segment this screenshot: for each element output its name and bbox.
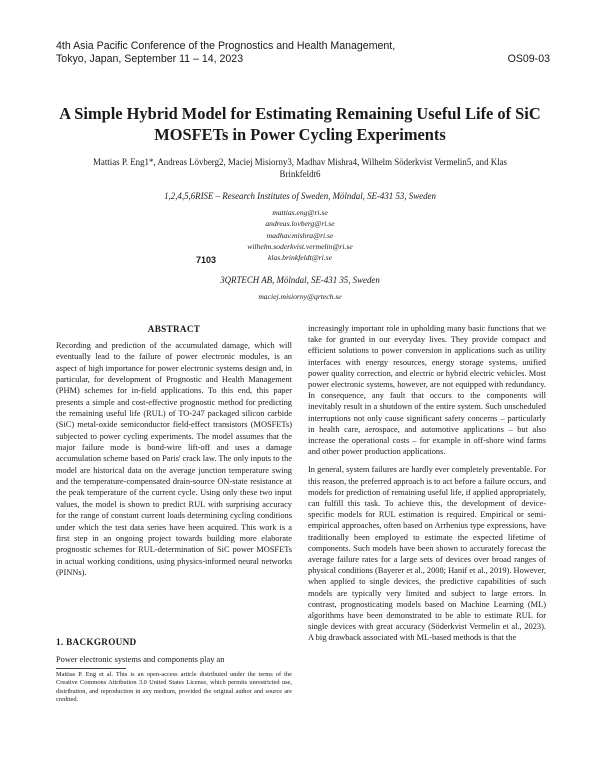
title-line-1: A Simple Hybrid Model for Estimating Remaining Useful Life of SiC — [59, 104, 541, 123]
stray-number: 7103 — [196, 255, 217, 265]
background-heading: 1. BACKGROUND — [56, 637, 137, 647]
email-mishra: madhav.mishra@ri.se — [266, 230, 334, 240]
email-soderkvist-vermelin: wilhelm.soderkvist.vermelin@ri.se — [247, 241, 353, 251]
background-first-line: Power electronic systems and components play an — [56, 655, 225, 664]
paper-title — [40, 103, 560, 145]
background-paragraph-1: increasingly important role in upholding many basic functions that we take for granted in our everyday lives. They provide compact and efficient solutions to power conversion in applications such as utility interfaces with energy resources, energy storage systems, unified power quality correction, and electric or hybrid electric vehicles. Most power electronic systems, however, are not equipped with redundancy. In consequence, any fault that occurs to the components will inevitably result in a shutdown of the entire system. Such unscheduled interruptions not only cause significant safety concerns – particularly in health care, aerospace, and automotive applications – but also increase the operational costs – for example in off-shore wind farms and other power production applications. — [308, 324, 546, 457]
author-list — [62, 156, 538, 180]
authors-line-1: Mattias P. Eng1*, Andreas Lövberg2, Maciej Misiorny3, Madhav Mishra4, Wilhelm Söderkvist Vermelin5, and Klas — [93, 157, 507, 167]
email-eng: mattias.eng@ri.se — [272, 208, 328, 217]
affiliation-rise-emails — [60, 207, 540, 263]
affiliation-rise: 1,2,4,5,6RISE – Research Institutes of Sweden, Mölndal, SE-431 53, Sweden — [164, 191, 436, 201]
title-line-2: MOSFETs in Power Cycling Experiments — [154, 125, 446, 144]
conference-name: 4th Asia Pacific Conference of the Prognostics and Health Management, — [56, 40, 396, 52]
abstract-heading: ABSTRACT — [147, 324, 201, 334]
page-header — [56, 40, 550, 66]
paper-code: OS09-03 — [507, 53, 550, 65]
right-column — [308, 323, 546, 651]
email-misiorny: maciej.misiorny@qrtech.se — [258, 292, 342, 301]
authors-line-2: Brinkfeldt6 — [279, 169, 321, 179]
email-brinkfeldt: klas.brinkfeldt@ri.se — [268, 253, 332, 263]
affiliation-qrtech: 3QRTECH AB, Mölndal, SE-431 35, Sweden — [220, 275, 380, 285]
license-footnote: Mattias P. Eng et al. This is an open-access article distributed under the terms of the Creative Commons Attribution 3.0 United States License, which permits unrestricted use, distribution, and reproduction in any medium, provided the original author and source are credited. — [56, 671, 292, 704]
background-paragraph-2: In general, system failures are hardly ever completely preventable. For this reason, the preferred approach is to act before a failure occurs, and models for prediction of remaining useful life, if applied appropriately, can fulfill this task. To achieve this, the development of device-specific models for RUL estimation is required. Empirical or semi-empirical approaches, often based on Arrhenius type expressions, have traditionally been employed to estimate the expected lifetime of components. Such models have been shown to accurately forecast the average failure rates for a large sets of devices over broad ranges of physical conditions (Bayerer et al., 2008; Hanif et al., 2019). However, when applied to single devices, the predictive capabilities of such models are typically very limited and subject to large errors. In contrast, prognosticating models based on Machine Learning (ML) algorithms have been demonstrated to be able to estimate RUL for single devices with great accuracy (Söderkvist Vermelin et al., 2023). A big drawback associated with ML-based methods is that the — [308, 465, 546, 643]
email-lovberg: andreas.lovberg@ri.se — [265, 219, 335, 229]
abstract-text: Recording and prediction of the accumulated damage, which will eventually lead to the failure of power electronic modules, is an aspect of high importance for power electronic systems design and, in particular, for development of Prognostic and Health Management (PHM) schemes for in-field applications. To this end, this paper presents a simple and cost-effective prognostic method for predicting the remaining useful life (RUL) of TO-247 packaged silicon carbide (SiC) metal-oxide semiconductor field-effect transistors (MOSFETs) subjected to power cycling experiments. The model assumes that the major failure mode is bond-wire lift-off and uses a damage accumulation scheme based on Paris' crack law. The only inputs to the model are historical data on the average junction temperature swing and the temperature-compensated drain-source ON-state resistance at the peak temperature of the current cycle. Using only these two input values, the model is shown to predict RUL with surprising accuracy for the range of constant current loads determining cycling conditions under which the test data series have been acquired. This work is a first step in an ongoing project towards building more elaborate prognostic schemes for RUL-determination of SiC power MOSFETs in actual working conditions, using physics-informed neural networks (PINNs). — [56, 341, 292, 577]
conference-location-date: Tokyo, Japan, September 11 – 14, 2023 — [56, 53, 244, 65]
footnote-divider — [56, 668, 126, 669]
